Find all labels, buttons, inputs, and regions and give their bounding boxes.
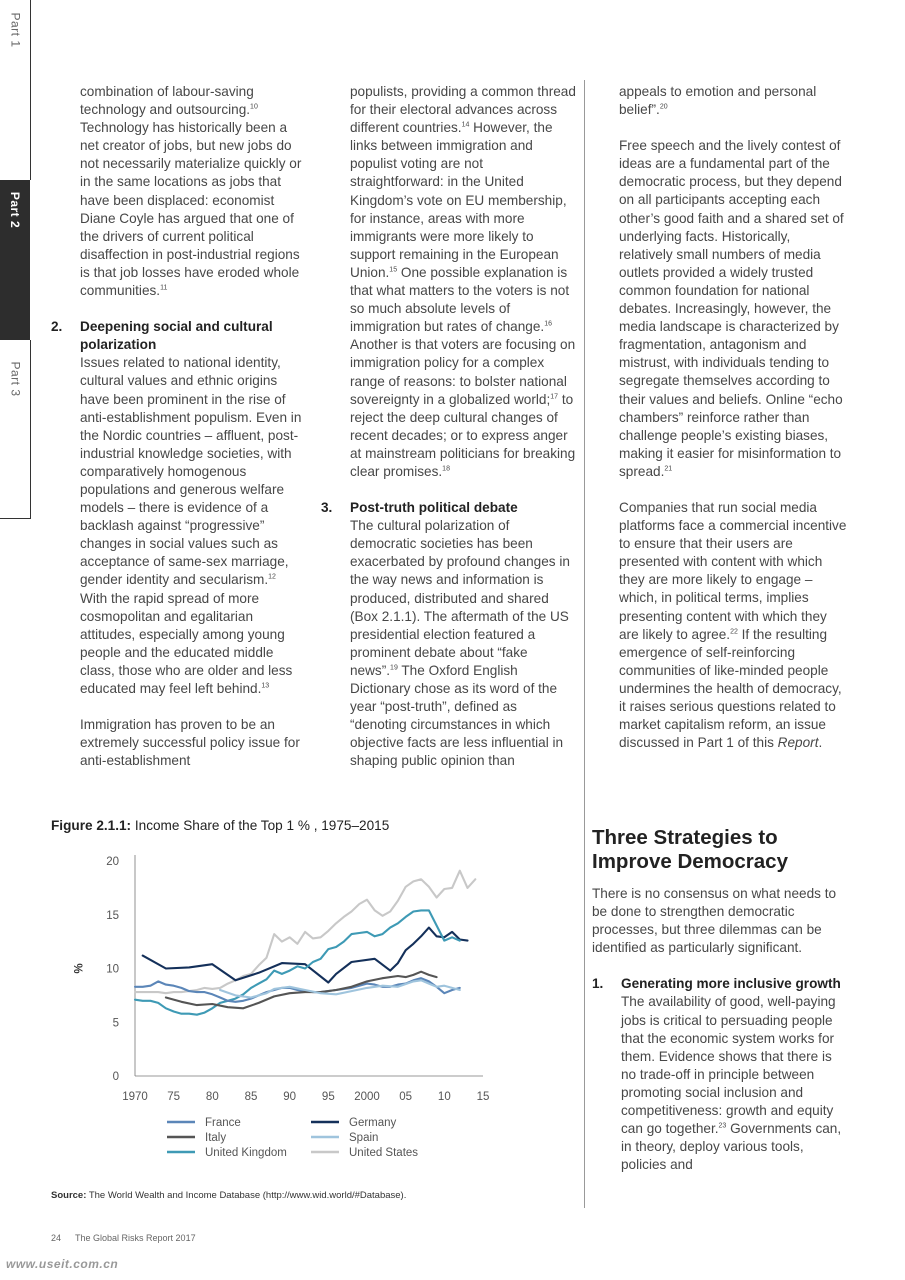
numbered-item-2: 2. Deepening social and cultural polarization Issues related to national identity, cultural values and ethnic origins have been prominent in the rise of anti-establishment populism. Even in the Nordic countries – affluent, post-industrial knowledge societies, with comparatively homogenous populations and generous welfare models – there is evidence of a backlash against “progressive” changes in social values such as acceptance of same-sex marriage, gender identity and secularism.$^{12}$ With the rapid spread of more cosmopolitan and egalitarian attitudes, especially among young people and the educated middle class, those who are older and less educated may feel left behind.$^{13}$ — [51, 318, 306, 698]
x-tick-label: 85 — [244, 1091, 258, 1103]
figure-source: Source: The World Wealth and Income Database (http://www.wid.world/#Database). — [51, 1190, 407, 1201]
figure-caption — [51, 818, 571, 833]
column-divider — [584, 80, 585, 1208]
y-tick-label: 5 — [112, 1017, 119, 1030]
paragraph: appeals to emotion and personal belief”.$^{20}$ — [619, 84, 817, 118]
y-tick-label: 10 — [106, 963, 119, 976]
numbered-item-1: 1. Generating more inclusive growth The availability of good, well-paying jobs is critical to persuading people that the economic system works for them. Evidence shows that there is no trade-off in principle between promoting social inclusion and competitiveness: growth and equity can go together.$^{23}$ Governments can, in theory, deploy various tools, policies and — [592, 975, 850, 1174]
y-tick-label: 20 — [106, 856, 119, 868]
tab-part-2[interactable] — [0, 180, 30, 340]
x-tick-label: 1970 — [122, 1091, 148, 1103]
item-heading: Post-truth political debate — [350, 500, 518, 516]
section-heading: Three Strategies to Improve Democracy — [592, 826, 788, 873]
tab-part-3[interactable] — [0, 340, 31, 519]
figure-label: Figure 2.1.1: — [51, 818, 132, 833]
legend-label: United Kingdom — [205, 1147, 287, 1159]
paragraph: Free speech and the lively contest of ideas are a fundamental part of the democratic process, but they depend on all participants accepting each other’s good faith and a shared set of underlying facts. Historically, relatively small numbers of media outlets provided a widely trusted common foundation for national debates. Increasingly, however, the media landscape is characterized by fragmentation, antagonism and mistrust, with individuals tending to segregate themselves according to their values and beliefs. Online “echo chambers” reinforce rather than challenge people’s existing biases, making it easier for misinformation to spread.$^{21}$ — [619, 138, 844, 479]
item-number: 2. — [51, 319, 63, 335]
watermark: www.useit.com.cn — [6, 1257, 119, 1271]
legend-label: Spain — [349, 1132, 379, 1144]
paragraph: Companies that run social media platforms face a commercial incentive to ensure that their users are presented with content with which they are more likely to engage – which, in political terms, implies presenting content with which they are likely to agree.$^{22}$ If the resulting emergence of self-reinforcing communities of like-minded people undermines the health of democracy, it raises serious questions related to market capitalism reform, an issue discussed in Part 1 of this Report. — [619, 499, 847, 751]
legend-label: France — [205, 1117, 241, 1129]
series-line-germany — [143, 928, 468, 983]
paragraph: Immigration has proven to be an extremely successful policy issue for anti-establishment — [80, 717, 300, 769]
numbered-item-3: 3. Post-truth political debate The cultural polarization of democratic societies has been exacerbated by profound changes in the way news and information is produced, distributed and shared (Box 2.1.1). The aftermath of the US presidential election featured a prominent debate about “fake news”.$^{19}$ The Oxford English Dictionary chose as its word of the year “post-truth”, defined as “denoting circumstances in which objective facts are less influential in shaping public opinion than — [321, 499, 576, 770]
page-footer — [51, 1233, 196, 1243]
tab-part-3-label: Part 3 — [8, 361, 23, 397]
text-column-1 — [51, 83, 306, 770]
y-tick-label: 15 — [106, 909, 119, 922]
figure-title: Income Share of the Top 1 % , 1975–2015 — [131, 818, 390, 833]
legend-label: United States — [349, 1147, 419, 1159]
text-column-4 — [592, 885, 850, 1192]
x-tick-label: 90 — [283, 1091, 297, 1103]
tab-part-1[interactable] — [0, 0, 31, 180]
text-column-3 — [619, 83, 847, 752]
y-axis-label: % — [71, 963, 83, 974]
item-heading: Deepening social and cultural polarization — [80, 319, 273, 353]
income-share-chart — [51, 845, 551, 1175]
x-tick-label: 80 — [205, 1091, 219, 1103]
x-tick-label: 10 — [437, 1091, 451, 1103]
item-number: 1. — [592, 976, 604, 992]
x-tick-label: 75 — [167, 1091, 181, 1103]
text-column-2 — [321, 83, 576, 788]
legend-label: Germany — [349, 1117, 397, 1129]
x-tick-label: 15 — [476, 1091, 490, 1103]
paragraph: There is no consensus on what needs to be done to strengthen democratic processes, but three dilemmas can be identified as particularly significant. — [592, 886, 837, 956]
item-number: 3. — [321, 500, 333, 516]
x-tick-label: 95 — [321, 1091, 335, 1103]
tab-part-2-label: Part 2 — [8, 191, 23, 229]
x-tick-label: 05 — [399, 1091, 413, 1103]
paragraph: populists, providing a common thread for their electoral advances across different countries.$^{14}$ However, the links between immigration and populist voting are not straightforward: in the United Kingdom’s vote on EU membership, for instance, areas with more immigrants were more likely to support remaining in the European Union.$^{15}$ One possible explanation is that what matters to the voters is not so much absolute levels of immigration but rates of change.$^{16}$ Another is that voters are focusing on immigration policy for a complex range of reasons: to bolster national sovereignty in a globalized world;$^{17}$ to reject the deep cultural changes of recent decades; or to express anger at mainstream politicians for breaking clear promises.$^{18}$ — [350, 84, 576, 479]
y-tick-label: 0 — [112, 1071, 119, 1083]
page-number: 24 — [51, 1233, 62, 1243]
report-name: The Global Risks Report 2017 — [75, 1233, 196, 1243]
series-line-united-kingdom — [135, 910, 460, 1014]
legend-label: Italy — [205, 1132, 227, 1144]
paragraph: combination of labour-saving technology and outsourcing.$^{10}$ Technology has historically been a net creator of jobs, but new jobs do not necessarily materialize quickly or in the same locations as jobs that have been displaced: economist Diane Coyle has argued that one of the drivers of current political disaffection in post-industrial regions is that job losses have eroded whole communities.$^{11}$ — [80, 84, 302, 299]
tab-part-1-label: Part 1 — [8, 12, 23, 48]
item-heading: Generating more inclusive growth — [621, 976, 841, 992]
x-tick-label: 2000 — [354, 1091, 380, 1103]
